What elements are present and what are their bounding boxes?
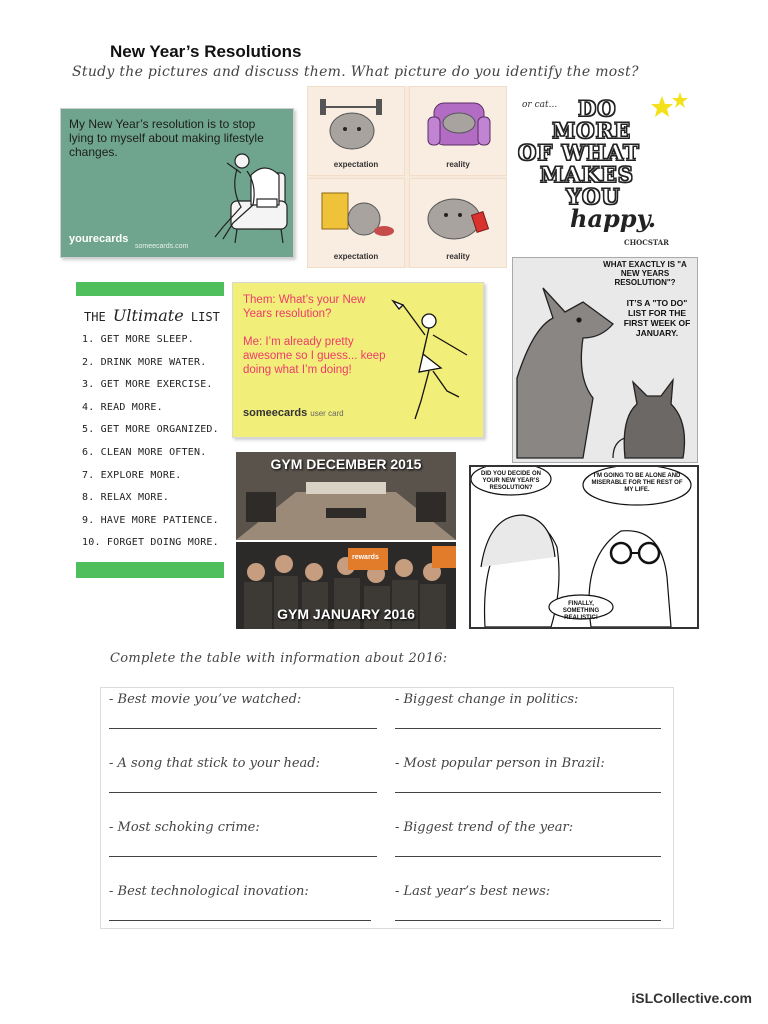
prompt-trend: - Biggest trend of the year: bbox=[395, 820, 574, 835]
gym-december-photo bbox=[236, 452, 456, 540]
pusheen-expectation-reality bbox=[307, 86, 507, 268]
list-top-bar bbox=[76, 282, 224, 296]
answer-line[interactable] bbox=[395, 856, 661, 857]
quote-line: DO bbox=[578, 96, 617, 121]
quote-happy: happy. bbox=[570, 204, 657, 233]
quote-line: OF WHAT bbox=[518, 140, 640, 165]
list-item: 4. READ MORE. bbox=[82, 401, 163, 413]
ecard-site: someecards.com bbox=[135, 243, 189, 250]
prompt-politics: - Biggest change in politics: bbox=[395, 692, 579, 707]
answer-line[interactable] bbox=[395, 920, 661, 921]
pusheen-catfood-icon bbox=[308, 179, 406, 249]
comic-right-bubble: I’M GOING TO BE ALONE AND MISERABLE FOR THE REST OF MY LIFE. bbox=[591, 473, 683, 493]
list-bottom-bar bbox=[76, 562, 224, 578]
list-item: 8. RELAX MORE. bbox=[82, 492, 170, 504]
pusheen-eating-icon bbox=[410, 179, 508, 249]
pusheen-cell bbox=[307, 178, 405, 268]
prompt-song: - A song that stick to your head: bbox=[109, 756, 321, 771]
cartoon-answer: IT’S A "TO DO" LIST FOR THE FIRST WEEK OF JANUARY. bbox=[623, 298, 691, 338]
prompt-best-news: - Last year’s best news: bbox=[395, 884, 551, 899]
gym-january-photo bbox=[236, 542, 456, 629]
ecard-already-awesome bbox=[232, 282, 484, 438]
comic-left-bubble: DID YOU DECIDE ON YOUR NEW YEAR’S RESOLUTION? bbox=[481, 471, 541, 491]
quote-line: MAKES bbox=[540, 162, 634, 187]
ecard-them-text: Them: What’s your New Years resolution? bbox=[243, 294, 366, 320]
prompt-best-movie: - Best movie you’ve watched: bbox=[109, 692, 302, 707]
pusheen-armchair-icon bbox=[410, 87, 508, 157]
answer-line[interactable] bbox=[109, 728, 377, 729]
pusheen-caption: reality bbox=[446, 252, 470, 261]
answer-line[interactable] bbox=[109, 792, 377, 793]
list-heading-the: THE bbox=[84, 310, 106, 324]
quote-signature: CHOCSTAR bbox=[624, 238, 669, 247]
list-heading-ultimate: Ultimate bbox=[112, 306, 184, 325]
pusheen-caption: expectation bbox=[333, 252, 379, 261]
ecard-text: My New Year’s resolution is to stop lying to myself about making lifestyle changes. bbox=[69, 117, 264, 159]
info-table bbox=[100, 687, 674, 929]
or-cat-text: or cat... bbox=[522, 100, 558, 110]
dog-cat-cartoon bbox=[512, 257, 698, 463]
list-item: 9. HAVE MORE PATIENCE. bbox=[82, 514, 219, 526]
dog-and-cat-illustration bbox=[513, 258, 697, 462]
gym-december-caption: GYM DECEMBER 2015 bbox=[270, 456, 422, 472]
gym-january-caption: GYM JANUARY 2016 bbox=[277, 606, 415, 622]
list-item: 10. FORGET DOING MORE. bbox=[82, 537, 219, 549]
pusheen-lifting-icon bbox=[308, 87, 406, 157]
pusheen-cell bbox=[409, 178, 507, 268]
page-title: New Year’s Resolutions bbox=[110, 42, 302, 61]
watermark: iSLCollective.com bbox=[631, 990, 752, 1006]
ultimate-list bbox=[76, 282, 224, 578]
ecard-logo: someecards user card bbox=[243, 407, 344, 419]
list-item: 2. DRINK MORE WATER. bbox=[82, 356, 207, 368]
list-heading-list: LIST bbox=[190, 310, 220, 324]
pusheen-cell bbox=[307, 86, 405, 176]
pusheen-cell bbox=[409, 86, 507, 176]
pusheen-caption: expectation bbox=[333, 160, 379, 169]
list-heading bbox=[84, 306, 220, 325]
comic-bottom-bubble: FINALLY, SOMETHING REALISTIC! bbox=[562, 601, 600, 621]
answer-line[interactable] bbox=[395, 728, 661, 729]
quote-line: YOU bbox=[566, 184, 621, 209]
do-more-quote bbox=[512, 92, 692, 252]
answer-line[interactable] bbox=[395, 792, 661, 793]
quote-line: MORE bbox=[552, 118, 631, 143]
list-item: 5. GET MORE ORGANIZED. bbox=[82, 424, 219, 436]
woody-comic bbox=[469, 465, 699, 629]
prompt-popular-person: - Most popular person in Brazil: bbox=[395, 756, 605, 771]
list-item: 6. CLEAN MORE OFTEN. bbox=[82, 446, 207, 458]
table-instruction: Complete the table with information about 2016: bbox=[110, 651, 448, 666]
list-item: 3. GET MORE EXERCISE. bbox=[82, 379, 213, 391]
rewards-sign: rewards bbox=[352, 554, 379, 561]
prompt-innovation: - Best technological inovation: bbox=[109, 884, 309, 899]
ecard-me-text: Me: I’m already pretty awesome so I guess... keep doing what I’m doing! bbox=[243, 336, 386, 376]
list-item: 7. EXPLORE MORE. bbox=[82, 469, 182, 481]
ecard-logo: yourecards bbox=[69, 233, 129, 245]
instruction-text: Study the pictures and discuss them. What picture do you identify the most? bbox=[72, 64, 639, 80]
resolution-list bbox=[82, 334, 219, 560]
prompt-crime: - Most schoking crime: bbox=[109, 820, 260, 835]
answer-line[interactable] bbox=[109, 920, 371, 921]
cartoon-question: WHAT EXACTLY IS "A NEW YEARS RESOLUTION"? bbox=[603, 260, 687, 287]
list-item: 1. GET MORE SLEEP. bbox=[82, 334, 194, 345]
ecard-lying-resolution bbox=[60, 108, 294, 258]
answer-line[interactable] bbox=[109, 856, 377, 857]
pusheen-caption: reality bbox=[446, 160, 470, 169]
